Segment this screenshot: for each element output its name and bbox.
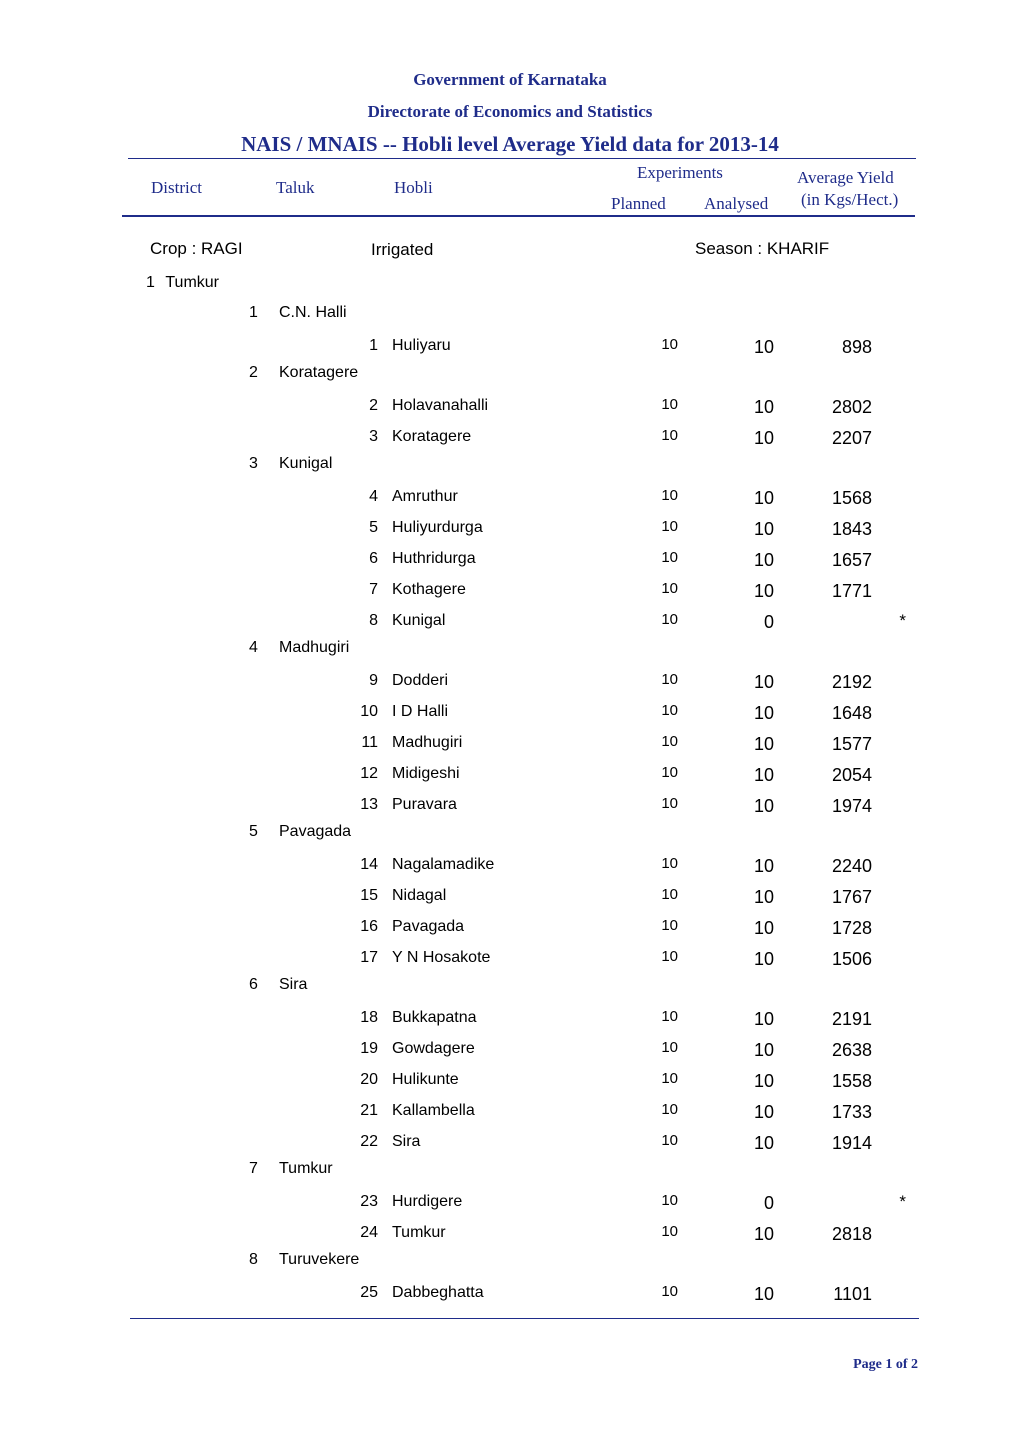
hobli-row [0, 732, 1020, 756]
average-yield: 2207 [831, 428, 872, 448]
analysed-count: 10 [753, 581, 774, 601]
taluk-name: Sira [279, 976, 308, 993]
hobli-row [0, 1191, 1020, 1215]
hobli-row [0, 610, 1020, 634]
hobli-name: Nidagal [392, 887, 447, 904]
average-yield: 2638 [831, 1040, 872, 1060]
hobli-number: 8 [369, 612, 378, 629]
planned-count: 10 [661, 518, 678, 535]
hobli-number: 7 [369, 581, 378, 598]
taluk-number: 3 [249, 455, 258, 472]
planned-count: 10 [661, 611, 678, 628]
planned-count: 10 [661, 886, 678, 903]
planned-count: 10 [661, 702, 678, 719]
planned-count: 10 [661, 1008, 678, 1025]
hobli-name: Hurdigere [392, 1193, 463, 1210]
hobli-number: 20 [360, 1071, 378, 1088]
analysed-count: 10 [753, 1224, 774, 1244]
col-hobli: Hobli [394, 178, 433, 197]
average-yield: 1648 [831, 703, 872, 723]
hobli-name: Puravara [392, 796, 457, 813]
hobli-row [0, 854, 1020, 878]
analysed-count: 10 [753, 1284, 774, 1304]
hobli-row [0, 1222, 1020, 1246]
hobli-name: I D Halli [392, 703, 449, 720]
taluk-number: 2 [249, 364, 258, 381]
planned-count: 10 [661, 427, 678, 444]
irrigation-label: Irrigated [371, 240, 434, 259]
hobli-number: 4 [369, 488, 378, 505]
taluk-name: Koratagere [279, 364, 359, 381]
taluk-number: 1 [249, 304, 258, 321]
hobli-row [0, 517, 1020, 541]
hobli-name: Dabbeghatta [392, 1284, 484, 1301]
organization-name: Government of Karnataka [413, 70, 607, 89]
hobli-name: Kothagere [392, 581, 466, 598]
hobli-number: 11 [361, 734, 378, 751]
hobli-name: Koratagere [392, 428, 472, 445]
taluk-row [0, 304, 1020, 328]
taluk-row [0, 1160, 1020, 1184]
analysed-count: 10 [753, 428, 774, 448]
analysed-count: 0 [763, 1193, 774, 1213]
taluk-number: 8 [249, 1251, 258, 1268]
analysed-count: 10 [753, 550, 774, 570]
taluk-name: Kunigal [279, 455, 333, 472]
planned-count: 10 [661, 733, 678, 750]
taluk-name: C.N. Halli [279, 304, 347, 321]
analysed-count: 10 [753, 796, 774, 816]
hobli-number: 17 [360, 949, 378, 966]
average-yield: 1101 [833, 1284, 872, 1304]
col-taluk: Taluk [276, 178, 315, 197]
average-yield: 1568 [831, 488, 872, 508]
hobli-name: Y N Hosakote [392, 949, 491, 966]
hobli-number: 12 [360, 765, 378, 782]
planned-count: 10 [661, 764, 678, 781]
hobli-name: Nagalamadike [392, 856, 495, 873]
hobli-number: 10 [360, 703, 378, 720]
average-yield: 1728 [831, 918, 872, 938]
analysed-count: 10 [753, 856, 774, 876]
hobli-number: 25 [360, 1284, 378, 1301]
planned-count: 10 [661, 1283, 678, 1300]
hobli-row [0, 335, 1020, 359]
hobli-number: 24 [360, 1224, 378, 1241]
analysed-count: 10 [753, 949, 774, 969]
analysed-count: 10 [753, 1040, 774, 1060]
hobli-number: 1 [369, 337, 378, 354]
taluk-name: Tumkur [279, 1160, 333, 1177]
analysed-count: 10 [753, 887, 774, 907]
average-yield: 2191 [831, 1009, 872, 1029]
hobli-name: Kunigal [392, 612, 446, 629]
taluk-row [0, 976, 1020, 1000]
planned-count: 10 [661, 855, 678, 872]
department-name: Directorate of Economics and Statistics [367, 102, 653, 121]
planned-count: 10 [661, 487, 678, 504]
average-yield: 1914 [831, 1133, 872, 1153]
hobli-row [0, 947, 1020, 971]
hobli-name: Huliyurdurga [392, 519, 483, 536]
hobli-row [0, 1131, 1020, 1155]
planned-count: 10 [661, 580, 678, 597]
average-yield: 898 [841, 337, 872, 357]
taluk-row [0, 455, 1020, 479]
district-number: 1 [146, 274, 155, 291]
col-average-yield: Average Yield [797, 168, 894, 187]
average-yield: 1974 [831, 796, 872, 816]
hobli-row [0, 794, 1020, 818]
planned-count: 10 [661, 1223, 678, 1240]
planned-count: 10 [661, 1132, 678, 1149]
taluk-number: 4 [249, 639, 258, 656]
average-yield: 2802 [831, 397, 872, 417]
planned-count: 10 [661, 396, 678, 413]
hobli-name: Huliyaru [392, 337, 451, 354]
hobli-number: 21 [360, 1102, 378, 1119]
hobli-row [0, 395, 1020, 419]
header-bottom-rule [122, 215, 915, 217]
average-yield: 1733 [831, 1102, 872, 1122]
taluk-name: Pavagada [279, 823, 352, 840]
hobli-row [0, 916, 1020, 940]
col-yield-unit: (in Kgs/Hect.) [801, 190, 899, 209]
planned-count: 10 [661, 917, 678, 934]
taluk-name: Madhugiri [279, 639, 350, 656]
hobli-name: Pavagada [392, 918, 465, 935]
hobli-name: Madhugiri [392, 734, 463, 751]
hobli-name: Bukkapatna [392, 1009, 477, 1026]
hobli-name: Holavanahalli [392, 397, 489, 414]
hobli-number: 19 [360, 1040, 378, 1057]
hobli-row [0, 1069, 1020, 1093]
missing-yield-flag: * [899, 1192, 906, 1211]
taluk-number: 5 [249, 823, 258, 840]
hobli-row [0, 1007, 1020, 1031]
analysed-count: 10 [753, 397, 774, 417]
hobli-row [0, 1038, 1020, 1062]
hobli-row [0, 885, 1020, 909]
average-yield: 1767 [831, 887, 872, 907]
analysed-count: 10 [753, 337, 774, 357]
hobli-row [0, 1282, 1020, 1306]
planned-count: 10 [661, 795, 678, 812]
hobli-number: 6 [369, 550, 378, 567]
header-top-rule [128, 158, 916, 159]
table-bottom-rule [130, 1318, 919, 1319]
analysed-count: 10 [753, 765, 774, 785]
hobli-number: 15 [360, 887, 378, 904]
hobli-row [0, 579, 1020, 603]
average-yield: 1771 [831, 581, 872, 601]
page-number: Page 1 of 2 [853, 1357, 918, 1372]
hobli-name: Midigeshi [392, 765, 460, 782]
taluk-number: 6 [249, 976, 258, 993]
taluk-number: 7 [249, 1160, 258, 1177]
hobli-number: 3 [369, 428, 378, 445]
hobli-number: 5 [369, 519, 378, 536]
taluk-row [0, 1251, 1020, 1275]
planned-count: 10 [661, 549, 678, 566]
hobli-number: 13 [360, 796, 378, 813]
average-yield: 1506 [831, 949, 872, 969]
hobli-number: 22 [360, 1133, 378, 1150]
hobli-row [0, 486, 1020, 510]
analysed-count: 10 [753, 918, 774, 938]
analysed-count: 10 [753, 1009, 774, 1029]
hobli-name: Kallambella [392, 1102, 475, 1119]
analysed-count: 10 [753, 703, 774, 723]
analysed-count: 10 [753, 519, 774, 539]
hobli-row [0, 670, 1020, 694]
hobli-name: Tumkur [392, 1224, 446, 1241]
col-analysed: Analysed [704, 194, 769, 213]
taluk-row [0, 823, 1020, 847]
hobli-row [0, 426, 1020, 450]
planned-count: 10 [661, 1101, 678, 1118]
hobli-row [0, 548, 1020, 572]
col-district: District [151, 178, 202, 197]
hobli-name: Dodderi [392, 672, 449, 689]
analysed-count: 10 [753, 672, 774, 692]
average-yield: 1843 [831, 519, 872, 539]
average-yield: 1577 [831, 734, 872, 754]
analysed-count: 0 [763, 612, 774, 632]
average-yield: 2240 [831, 856, 872, 876]
hobli-name: Hulikunte [392, 1071, 459, 1088]
average-yield: 1558 [831, 1071, 872, 1091]
hobli-number: 2 [369, 397, 378, 414]
hobli-number: 18 [360, 1009, 378, 1026]
analysed-count: 10 [753, 734, 774, 754]
crop-label: Crop : RAGI [150, 239, 243, 258]
taluk-name: Turuvekere [279, 1251, 360, 1268]
hobli-number: 9 [369, 672, 378, 689]
hobli-name: Gowdagere [392, 1040, 475, 1057]
analysed-count: 10 [753, 488, 774, 508]
hobli-row [0, 701, 1020, 725]
col-experiments: Experiments [637, 163, 723, 182]
analysed-count: 10 [753, 1133, 774, 1153]
hobli-number: 14 [360, 856, 378, 873]
planned-count: 10 [661, 1192, 678, 1209]
hobli-name: Sira [392, 1133, 421, 1150]
average-yield: 2818 [831, 1224, 872, 1244]
analysed-count: 10 [753, 1071, 774, 1091]
planned-count: 10 [661, 1070, 678, 1087]
average-yield: 1657 [831, 550, 872, 570]
missing-yield-flag: * [899, 611, 906, 630]
district-name: Tumkur [165, 274, 219, 291]
season-label: Season : KHARIF [695, 239, 830, 258]
report-title: NAIS / MNAIS -- Hobli level Average Yield data for 2013-14 [241, 132, 779, 156]
planned-count: 10 [661, 671, 678, 688]
district-row [146, 274, 219, 292]
hobli-number: 23 [360, 1193, 378, 1210]
hobli-row [0, 763, 1020, 787]
planned-count: 10 [661, 948, 678, 965]
planned-count: 10 [661, 336, 678, 353]
average-yield: 2054 [831, 765, 872, 785]
hobli-name: Amruthur [392, 488, 458, 505]
hobli-row [0, 1100, 1020, 1124]
hobli-number: 16 [360, 918, 378, 935]
col-planned: Planned [611, 194, 666, 213]
taluk-row [0, 364, 1020, 388]
average-yield: 2192 [831, 672, 872, 692]
planned-count: 10 [661, 1039, 678, 1056]
hobli-name: Huthridurga [392, 550, 476, 567]
taluk-row [0, 639, 1020, 663]
analysed-count: 10 [753, 1102, 774, 1122]
